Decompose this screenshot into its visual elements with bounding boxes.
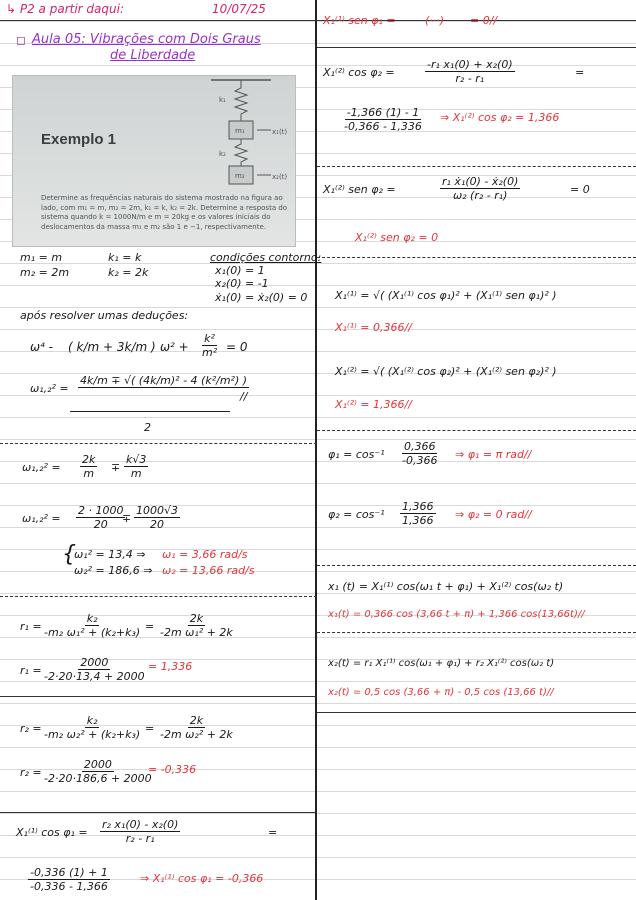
header-p2: ↳ P2 a partir daqui: <box>6 2 124 16</box>
r1-value: = 1,336 <box>148 660 193 673</box>
diagram-label-m2: m₂ <box>235 172 245 180</box>
separator <box>317 47 636 48</box>
x1sin-dots: (···) <box>425 14 445 27</box>
omega-simpl-lhs: ω₁,₂² = <box>22 461 61 474</box>
phi1-lhs: φ₁ = cos⁻¹ <box>328 448 385 461</box>
phi1-den: -0,366 <box>402 454 438 467</box>
x1sin-lhs: X₁⁽¹⁾ sen φ₁ = <box>323 14 396 27</box>
cc1: x₁(0) = 1 <box>215 264 265 277</box>
omega12-frac <box>78 374 249 388</box>
x2cos-result: ⇒ X₁⁽²⁾ cos φ₂ = 1,366 <box>440 111 560 124</box>
phi2-result: ⇒ φ₂ = 0 rad// <box>455 508 532 521</box>
omega-simpl-op: ∓ <box>111 461 121 474</box>
r1-num-den: -2·20·13,4 + 2000 <box>44 670 145 683</box>
param-k2: k₂ = 2k <box>108 266 149 279</box>
x1cos-num2: -0,336 (1) + 1 <box>30 866 108 879</box>
r2-eq-frac <box>158 714 235 741</box>
phi1-result: ⇒ φ₁ = π rad// <box>455 448 532 461</box>
r2-eqsign: = <box>145 722 155 735</box>
separator <box>0 20 636 21</box>
phi1-frac <box>400 440 439 467</box>
X12-formula: X₁⁽²⁾ = √( (X₁⁽²⁾ cos φ₂)² + (X₁⁽²⁾ sen φ₂)² ) <box>335 365 557 378</box>
omega-simpl-b-den: m <box>130 467 142 480</box>
x1cos-result: ⇒ X₁⁽¹⁾ cos φ₁ = -0,366 <box>140 872 264 885</box>
r2-eq-den: -2m ω₂² + 2k <box>160 728 233 741</box>
x1cos-frac <box>100 818 180 845</box>
x2sin-lhs: X₁⁽²⁾ sen φ₂ = <box>323 183 396 196</box>
x1cos-num: r₂ x₁(0) - x₂(0) <box>102 818 179 831</box>
separator <box>0 596 317 597</box>
separator <box>0 443 317 444</box>
bullet-icon: ◻ <box>16 33 26 47</box>
omega-simpl-b-num: k√3 <box>126 453 147 466</box>
r2-num-den: -2·20·186,6 + 2000 <box>44 772 152 785</box>
separator <box>317 430 636 431</box>
separator <box>317 632 636 633</box>
r1-num-lhs: r₁ = <box>20 664 42 677</box>
r2-num: k₂ <box>86 714 98 727</box>
omega-simpl-a <box>80 453 97 480</box>
separator <box>0 812 317 813</box>
x2cos-eq: = <box>575 66 585 79</box>
x2cos-frac <box>425 58 515 85</box>
cc-title: condições contorno: <box>210 251 322 264</box>
omega12-num: 4k/m ∓ √( (4k/m)² - 4 (k²/m²) ) <box>80 374 248 387</box>
phi2-num: 1,366 <box>402 500 434 513</box>
chareq-end: = 0 <box>226 340 248 354</box>
chareq-mid: ω² + <box>160 340 189 354</box>
r1-lhs: r₁ = <box>20 620 42 633</box>
x2sin-result: X₁⁽²⁾ sen φ₂ = 0 <box>355 231 439 244</box>
param-m1: m₁ = m <box>20 251 63 264</box>
phi2-frac <box>400 500 436 527</box>
omega-num-b <box>134 504 180 531</box>
x2sin-frac <box>440 175 520 202</box>
column-divider <box>315 0 317 900</box>
r1-num: k₂ <box>86 612 98 625</box>
r1-eq-den: -2m ω₁² + 2k <box>160 626 233 639</box>
x2t-formula: x₂(t) = r₁ X₁⁽¹⁾ cos(ω₁ + φ₁) + r₂ X₁⁽²⁾ cos(ω₂ t) <box>328 658 555 669</box>
r2-frac <box>42 714 142 741</box>
w1-result: ω₁ = 3,66 rad/s <box>162 548 248 561</box>
r2-num-lhs: r₂ = <box>20 766 42 779</box>
phi2-den: 1,366 <box>402 514 434 527</box>
omega12-fraction-bar <box>70 411 230 412</box>
w2-sq: ω₂² = 186,6 ⇒ <box>74 564 153 577</box>
r2-value: = -0,336 <box>148 763 197 776</box>
diagram-label-k2: k₂ <box>219 150 226 158</box>
lesson-subtitle: de Liberdade <box>110 48 196 63</box>
cc3: ẋ₁(0) = ẋ₂(0) = 0 <box>215 291 308 304</box>
w1-sq: ω₁² = 13,4 ⇒ <box>74 548 146 561</box>
r2-den: -m₂ ω₂² + (k₂+k₃) <box>44 728 141 741</box>
chareq-paren: ( k/m + 3k/m ) <box>68 340 156 354</box>
omega-num-b-den: 20 <box>150 518 164 531</box>
x1cos-frac2 <box>28 866 110 893</box>
x2cos-lhs: X₁⁽²⁾ cos φ₂ = <box>323 66 395 79</box>
chareq-num: k² <box>204 332 215 345</box>
x1sin-result: = 0// <box>470 14 498 27</box>
separator <box>317 257 636 258</box>
x1t-formula: x₁ (t) = X₁⁽¹⁾ cos(ω₁ t + φ₁) + X₁⁽²⁾ cos(ω₂ t) <box>328 580 564 593</box>
phi2-lhs: φ₂ = cos⁻¹ <box>328 508 385 521</box>
x2sin-den: ω₂ (r₂ - r₁) <box>452 189 508 202</box>
diagram-label-x1: x₁(t) <box>272 128 288 136</box>
r2-num-frac <box>42 758 154 785</box>
omega12-lhs: ω₁,₂² = <box>30 382 69 395</box>
omega12-slash: // <box>240 390 248 403</box>
omega-num-op: ∓ <box>122 512 132 525</box>
x2sin-eq: = 0 <box>570 183 590 196</box>
X11-value: X₁⁽¹⁾ = 0,366// <box>335 321 412 334</box>
omega-num-a-den: 20 <box>93 518 108 531</box>
X11-formula: X₁⁽¹⁾ = √( (X₁⁽¹⁾ cos φ₁)² + (X₁⁽¹⁾ sen φ₁)² ) <box>335 289 557 302</box>
param-m2: m₂ = 2m <box>20 266 70 279</box>
omega12-den: 2 <box>144 421 151 434</box>
x2cos-den: r₂ - r₁ <box>455 72 485 85</box>
x2cos-num2: -1,366 (1) - 1 <box>346 106 420 119</box>
r1-den: -m₂ ω₁² + (k₂+k₃) <box>44 626 141 639</box>
X12-value: X₁⁽²⁾ = 1,366// <box>335 398 412 411</box>
chareq-den: m² <box>202 346 218 359</box>
x1cos-den: r₂ - r₁ <box>125 832 155 845</box>
r1-eq-num: 2k <box>189 612 204 625</box>
r1-frac <box>42 612 142 639</box>
r1-num-num: 2000 <box>80 656 109 669</box>
deduction-note: após resolver umas deduções: <box>20 309 189 322</box>
x2cos-frac2 <box>342 106 424 133</box>
r2-num-num: 2000 <box>83 758 112 771</box>
param-k1: k₁ = k <box>108 251 142 264</box>
r2-lhs: r₂ = <box>20 722 42 735</box>
diagram-label-k1: k₁ <box>219 96 226 104</box>
lesson-title: Aula 05: Vibrações com Dois Graus <box>32 32 261 47</box>
separator <box>317 712 636 713</box>
chareq-frac <box>200 332 219 359</box>
omega-simpl-b <box>124 453 148 480</box>
r2-eq-num: 2k <box>189 714 204 727</box>
diagram-label-x2: x₂(t) <box>272 173 288 181</box>
diagram-label-m1: m₁ <box>235 127 245 135</box>
w2-result: ω₂ = 13,66 rad/s <box>162 564 255 577</box>
separator <box>317 166 636 167</box>
x1t-value: x₁(t) = 0,366 cos (3,66 t + π) + 1,366 cos(13,66t)// <box>328 609 585 620</box>
x2t-value: x₂(t) = 0,5 cos (3,66 + π) - 0,5 cos (13,66 t)// <box>328 687 554 698</box>
x1cos-den2: -0,336 - 1,366 <box>30 880 108 893</box>
omega-simpl-a-den: m <box>83 467 95 480</box>
x2sin-num: r₁ ẋ₁(0) - ẋ₂(0) <box>442 175 519 188</box>
separator <box>317 565 636 566</box>
cc2: x₂(0) = -1 <box>215 277 269 290</box>
separator <box>0 696 317 697</box>
phi1-num: 0,366 <box>403 440 436 453</box>
r1-num-frac <box>42 656 147 683</box>
omega-num-b-num: 1000√3 <box>136 504 179 517</box>
x2cos-den2: -0,366 - 1,336 <box>344 120 422 133</box>
example-description: Determine as frequências naturais do sistema mostrado na figura ao lado, com m₁ = m, m₂ = 2m, k₁ = k, k₂ = 2k. Determine a resposta do sistema quando k = 1000N/m e m = 20kg e os valores iniciais do deslocamentos da massa m₁ e m₂ são 1 e −1, respectivamente. <box>41 194 288 231</box>
brace-icon: { <box>62 542 76 567</box>
omega-num-a <box>76 504 125 531</box>
x2cos-num: -r₁ x₁(0) + x₂(0) <box>427 58 513 71</box>
chareq-prefix: ω⁴ - <box>30 340 54 354</box>
header-date: 10/07/25 <box>212 2 266 16</box>
x1cos-lhs: X₁⁽¹⁾ cos φ₁ = <box>16 826 88 839</box>
r1-eqsign: = <box>145 620 155 633</box>
omega-simpl-a-num: 2k <box>82 453 96 466</box>
example-photo <box>12 75 296 247</box>
x1cos-eq: = <box>268 826 278 839</box>
r1-eq-frac <box>158 612 235 639</box>
omega-num-a-num: 2 · 1000 <box>78 504 124 517</box>
example-title: Exemplo 1 <box>41 131 117 148</box>
omega-num-lhs: ω₁,₂² = <box>22 512 61 525</box>
